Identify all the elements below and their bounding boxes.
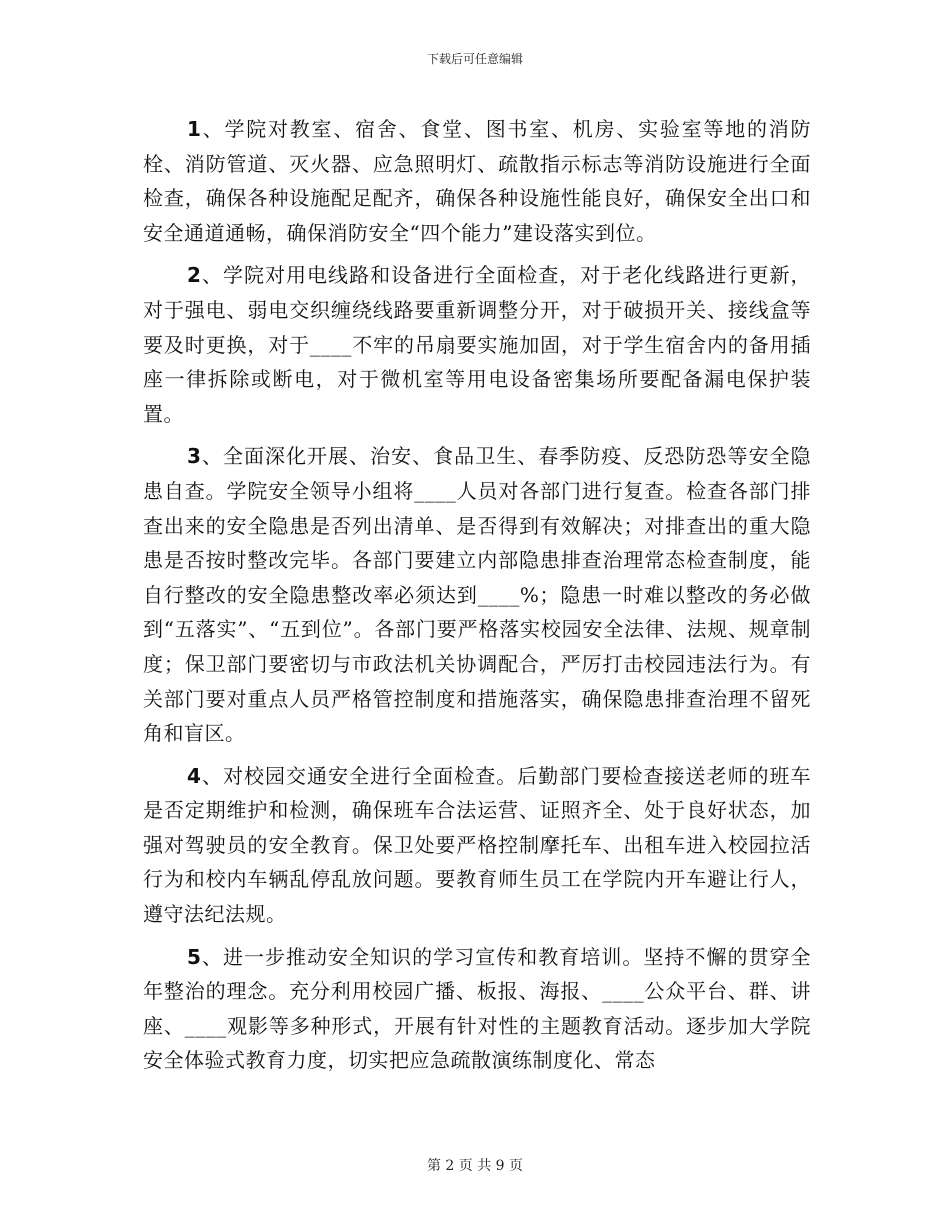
paragraph-text: 、进一步推动安全知识的学习宣传和教育培训。坚持不懈的贯穿全年整治的理念。充分利用校园广播、板报、海报、____公众平台、群、讲座、____观影等多种形式，开展有针对性的主题教育活动。逐步加大学院安全体验式教育力度，切实把应急疏散演练制度化、常态 [143, 944, 811, 1073]
page-header: 下载后可任意编辑 [426, 52, 523, 66]
paragraph-text: 、学院对用电线路和设备进行全面检查，对于老化线路进行更新，对于强电、弱电交织缠绕线路要重新调整分开，对于破损开关、接线盒等要及时更换，对于____不牢的吊扇要实施加固，对于学生宿舍内的备用插座一律拆除或断电，对于微机室等用电设备密集场所要配备漏电保护装置。 [143, 263, 811, 426]
paragraph-number: 2 [187, 263, 202, 288]
document-body [143, 112, 811, 1086]
paragraph-text: 、对校园交通安全进行全面检查。后勤部门要检查接送老师的班车是否定期维护和检测，确保班车合法运营、证照齐全、处于良好状态，加强对驾驶员的安全教育。保卫处要严格控制摩托车、出租车进入校园拉活行为和校内车辆乱停乱放问题。要教育师生员工在学院内开车避让行人，遵守法纪法规。 [143, 763, 811, 927]
paragraph-5 [143, 940, 811, 1078]
paragraph-text: 、全面深化开展、治安、食品卫生、春季防疫、反恐防恐等安全隐患自查。学院安全领导小组将____人员对各部门进行复查。检查各部门排查出来的安全隐患是否列出清单、是否得到有效解决；对排查出的重大隐患是否按时整改完毕。各部门要建立内部隐患排查治理常态检查制度，能自行整改的安全隐患整改率必须达到____%；隐患一时难以整改的务必做到“五落实”、“五到位”。各部门要严格落实校园安全法律、法规、规章制度；保卫部门要密切与市政法机关协调配合，严厉打击校园违法行为。有关部门要对重点人员严格管控制度和措施落实，确保隐患排查治理不留死角和盲区。 [143, 444, 811, 746]
paragraph-text: 、学院对教室、宿舍、食堂、图书室、机房、实验室等地的消防栓、消防管道、灭火器、应急照明灯、疏散指示标志等消防设施进行全面检查，确保各种设施配足配齐，确保各种设施性能良好，确保安全出口和安全通道通畅，确保消防安全“四个能力”建设落实到位。 [143, 117, 811, 245]
paragraph-number: 4 [187, 763, 202, 788]
paragraph-4 [143, 759, 811, 932]
paragraph-number: 1 [187, 117, 202, 141]
page-footer: 第 2 页 共 9 页 [426, 1158, 524, 1174]
paragraph-2 [143, 258, 811, 431]
paragraph-number: 5 [187, 944, 202, 969]
paragraph-number: 3 [187, 444, 202, 469]
paragraph-1 [143, 112, 811, 250]
paragraph-3 [143, 439, 811, 750]
